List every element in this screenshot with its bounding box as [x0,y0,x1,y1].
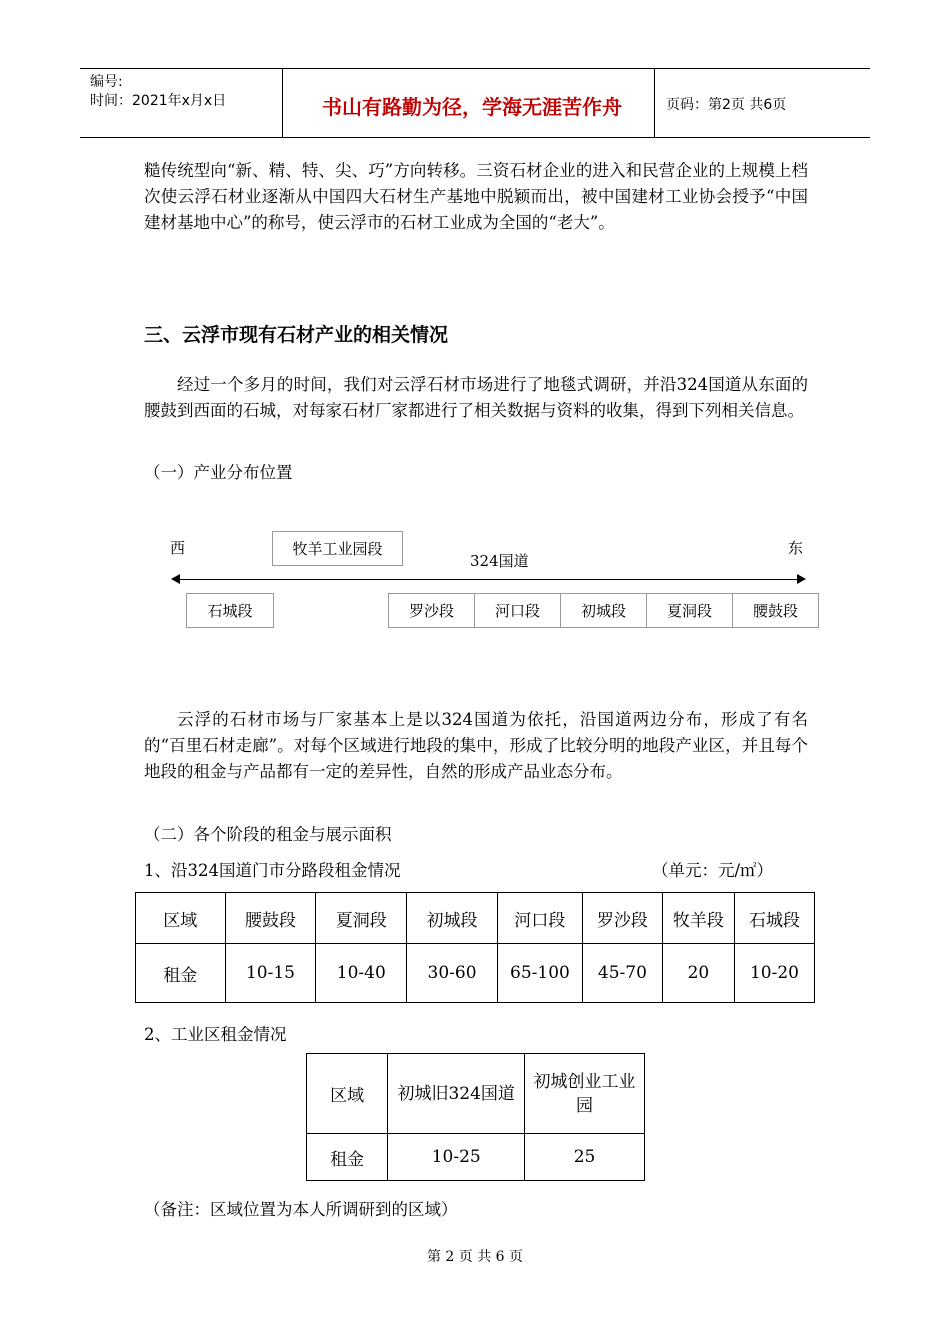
intro-paragraph: 糙传统型向“新、精、特、尖、巧”方向转移。三资石材企业的进入和民营企业的上规模上档次使云浮石材业逐渐从中国四大石材生产基地中脱颖而出，被中国建材工业协会授予“中国建材基地中心”的称号，使云浮市的石材工业成为全国的“老大”。 [144,161,808,232]
table-cell: 10-15 [225,944,316,1003]
rent-table-road [135,892,815,1003]
segment-yaogu: 腰鼓段 [732,593,819,628]
table-cell: 租金 [136,944,226,1003]
rent-table-industrial [306,1053,645,1181]
segment-luosha: 罗沙段 [388,593,475,628]
header-divider [654,69,655,137]
subsection-title-rent: （二）各个阶段的租金与展示面积 [144,825,392,844]
table-header-cell: 初城旧324国道 [388,1054,525,1134]
table-header-cell: 初城段 [407,893,498,944]
table-cell: 10-20 [734,944,814,1003]
document-time-label: 时间：2021年x月x日 [90,93,227,109]
segment-chucheng: 初城段 [560,593,647,628]
table-header-cell: 腰鼓段 [225,893,316,944]
section-title: 三、云浮市现有石材产业的相关情况 [144,324,449,346]
road-label: 324国道 [470,552,529,570]
segment-muyang: 牧羊工业园段 [272,531,403,566]
table-cell: 10-25 [388,1134,525,1181]
arrow-left-icon [171,574,180,584]
header-motto: 书山有路勤为径，学海无涯苦作舟 [322,95,622,119]
table-header-cell: 河口段 [497,893,582,944]
segment-xiadong: 夏洞段 [646,593,733,628]
table-header-cell: 石城段 [734,893,814,944]
table2-caption: 2、工业区租金情况 [144,1025,287,1044]
header-page-info: 页码：第2页 共6页 [666,97,787,113]
table-header-cell: 夏洞段 [316,893,407,944]
document-number-label: 编号: [90,74,123,90]
table-cell: 65-100 [497,944,582,1003]
table-row [307,1134,645,1181]
segment-hekou: 河口段 [474,593,561,628]
table-header-cell: 初城创业工业园 [525,1054,645,1134]
segment-shicheng: 石城段 [186,593,274,628]
table1-unit: （单元：元/㎡） [652,861,774,880]
table-header-cell: 区域 [307,1054,388,1134]
table-header-cell: 罗沙段 [582,893,662,944]
table-cell: 30-60 [407,944,498,1003]
road-line [178,579,798,580]
table-header-cell: 牧羊段 [662,893,734,944]
table-row [307,1054,645,1134]
east-label: 东 [788,539,804,557]
table-cell: 20 [662,944,734,1003]
table-row [136,944,815,1003]
header-meta [90,73,226,111]
page-header [80,68,870,138]
arrow-right-icon [797,574,806,584]
table1-caption: 1、沿324国道门市分路段租金情况 [144,861,401,880]
table-cell: 租金 [307,1134,388,1181]
subsection-title-distribution: （一）产业分布位置 [144,463,293,482]
table-cell: 45-70 [582,944,662,1003]
note-text: （备注：区域位置为本人所调研到的区域） [144,1200,458,1219]
table-row [136,893,815,944]
table-cell: 10-40 [316,944,407,1003]
table-header-cell: 区域 [136,893,226,944]
survey-paragraph: 经过一个多月的时间，我们对云浮石材市场进行了地毯式调研，并沿324国道从东面的腰鼓到西面的石城，对每家石材厂家都进行了相关数据与资料的收集，得到下列相关信息。 [144,375,808,420]
page-footer: 第 2 页 共 6 页 [426,1249,524,1265]
west-label: 西 [170,539,186,557]
distribution-paragraph: 云浮的石材市场与厂家基本上是以324国道为依托，沿国道两边分布，形成了有名的“百里石材走廊”。对每个区域进行地段的集中，形成了比较分明的地段产业区，并且每个地段的租金与产品都有一定的差异性，自然的形成产品业态分布。 [144,710,808,781]
table-cell: 25 [525,1134,645,1181]
